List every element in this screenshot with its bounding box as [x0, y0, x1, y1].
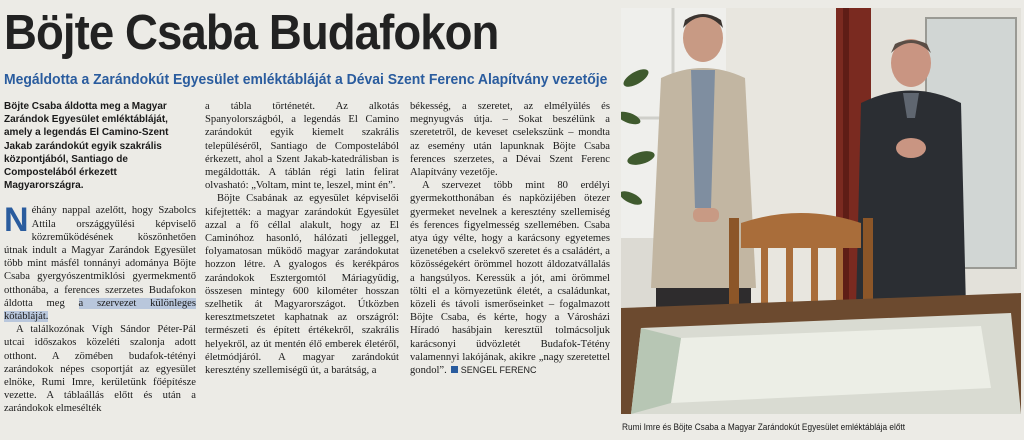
article-photo [621, 8, 1021, 414]
end-square-icon [451, 366, 458, 373]
paragraph-3: a tábla történetét. Az alkotás Spanyolországból, a legendás El Camino zarándokút egyik kiemelt szakrális településéről, Santiago de Compostelából érkezett, ahol a Szent Jakab-katedrálisban is megáldották. A táblán régi latin felirat olvasható: „Voltam, mint te, leszel, mint én”. [205, 101, 399, 192]
article-lead: Böjte Csaba áldotta meg a Magyar Zarándok Egyesület emléktábláját, amely a legendás El Camino-Szent Jakab zarándokút egyik szakrális központjából, Santiago de Compostelából érkezett Magyarországra. [4, 101, 169, 192]
article-subtitle: Megáldotta a Zarándokút Egyesület emléktábláját a Dévai Szent Ferenc Alapítvány vezetője [4, 71, 608, 88]
text-column-1 [4, 100, 196, 436]
paragraph-2: A találkozónak Vígh Sándor Péter-Pál utcai időszakos közeléti szalonja adott otthont. A zömében budafok-tétényi zarándokok népes csoportját az egyesület elnöke, Rumi Imre, kerületünk főépítésze vezette. A táblaállás előtt és után a zarándokok elmesélték [4, 324, 196, 415]
drop-cap: N [4, 201, 29, 240]
author-byline: SENGEL FERENC [460, 365, 537, 376]
paragraph-6 [410, 179, 610, 377]
photo-caption: Rumi Imre és Böjte Csaba a Magyar Zarándokút Egyesület emléktáblája előtt [622, 422, 906, 432]
text-column-3 [410, 100, 610, 436]
paragraph-6-text: A szervezet több mint 80 erdélyi gyermekotthonában és napközijében ötezer gyermeket nevelnek a keresztény szellemiség és ferences figyelmesség szellemében. Csaba atya úgy vélte, hogy a karácsony egyetemes üzenetében a cselekvő szeretet és a családért, a közösségekért örömmel hozott áldozatvállalás a hangsúlyos. Keressük a jót, ami örömmel tölti el a környezetünk életét, a családunkat, közeli és távoli ismerőseinket – fogalmazott Böjte Csaba, és kérte, hogy a Városházi Híradó hasábjain keresztül tolmácsoljuk karácsonyi üdvözletét Budafok-Tétény valamennyi lakójának, akikre „nagy szeretettel gondol”. [410, 180, 610, 377]
paragraph-1 [4, 201, 196, 323]
paragraph-1-text: éhány nappal azelőtt, hogy Szabolcs Attila országgyűlési képviselő közreműködésének köszönhetően útnak indult a Magyar Zarándok Egyesület több mint másfél tonnányi adománya Böjte Csaba gyergyószentmiklósi gyermekmentő otthonába, a ferences szerzetes Budafokon áldotta meg [4, 205, 196, 309]
highlighted-phrase: a szervezet különleges kőtábláját. [4, 297, 196, 323]
article-title: Böjte Csaba Budafokon [4, 6, 499, 60]
text-column-2 [205, 100, 399, 436]
paragraph-4: Böjte Csabának az egyesület képviselői kifejtették: a magyar zarándokút Egyesület azzal a fő céllal alakult, hogy az El Caminóhoz hasonló, hálózati jelleggel, folyamatosan működő magyar zarándokutat hozzon létre. A gyalogos és kerékpáros zarándokok Esztergomtól Máriagyűdig, összesen mintegy 600 kilométer hosszan szelhetik át Magyarországot. Útközben keresztmetszetet kaphatnak az országról: természeti és épített értékekről, szakrális helyekről, az út mentén élő emberek életéről, életmódjáról. A magyar zarándokút keresztény szellemiségű út, a barátság, a [205, 193, 399, 377]
paragraph-5: békesség, a szeretet, az elmélyülés és megnyugvás útja. – Sokat beszélünk a szeretetről, de keveset cselekszünk – mondta az esemény után lapunknak Böjte Csaba ferences szerzetes, a Dévai Szent Ferenc Alapítvány vezetője. [410, 101, 610, 179]
photo-illustration [621, 8, 1021, 414]
